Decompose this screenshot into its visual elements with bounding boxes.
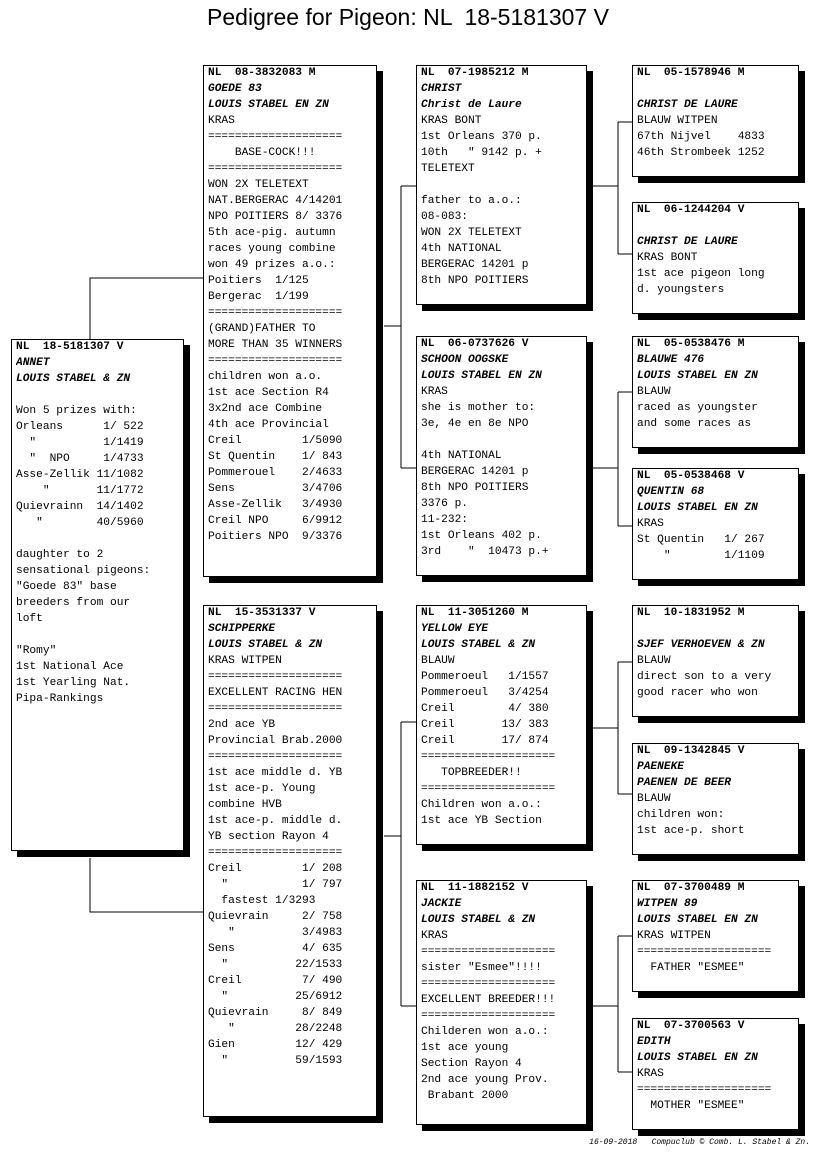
card-text-line: [421, 432, 582, 448]
card-text-line: Creil 13/ 383: [421, 719, 549, 731]
card-text-line: Won 5 prizes with:: [16, 405, 137, 417]
card-text-line: Poitiers 1/125: [208, 275, 309, 287]
card-text-line: " 11/1772: [16, 485, 144, 497]
card-text-line: Asse-Zellik 3/4930: [208, 499, 343, 511]
card-text-line: [16, 627, 179, 643]
card-text-line: she is mother to:: [421, 402, 536, 414]
ring-number: NL 05-1578946 M: [637, 67, 745, 79]
card-text-line: "Romy": [16, 645, 57, 657]
page-title: Pedigree for Pigeon: NL 18-5181307 V: [207, 4, 609, 30]
card-text-line: 1st Orleans 402 p.: [421, 530, 542, 542]
card-text-line: [637, 621, 794, 637]
pigeon-name-line: YELLOW EYE: [421, 623, 489, 635]
card-text-line: Brabant 2000: [421, 1090, 509, 1102]
card-text-line: 8th NPO POITIERS: [421, 482, 529, 494]
card-text-line: 46th Strombeek 1252: [637, 147, 765, 159]
card-text-line: " 22/1533: [208, 959, 343, 971]
card-text-line: FATHER "ESMEE": [637, 962, 745, 974]
card-text-line: BERGERAC 14201 p: [421, 259, 529, 271]
card-text-line: 4th NATIONAL: [421, 243, 502, 255]
card-text-line: 5th ace-pig. autumn: [208, 227, 336, 239]
card-text-line: St Quentin 1/ 267: [637, 534, 765, 546]
card-text-line: Orleans 1/ 522: [16, 421, 144, 433]
card-text-line: 1st ace YB Section: [421, 815, 542, 827]
card-text-line: BLAUW: [637, 655, 671, 667]
pigeon-name-line: EDITH: [637, 1036, 671, 1048]
pigeon-name-line: CHRIST DE LAURE: [637, 99, 738, 111]
pigeon-name-line: LOUIS STABEL & ZN: [208, 639, 323, 651]
card-text-line: BASE-COCK!!!: [208, 147, 316, 159]
card-text-line: 4th NATIONAL: [421, 450, 502, 462]
card-text-line: KRAS: [421, 930, 448, 942]
ring-number: NL 05-0538476 M: [637, 338, 745, 350]
pigeon-name-line: LOUIS STABEL & ZN: [421, 639, 536, 651]
card-text-line: and some races as: [637, 418, 752, 430]
card-text-line: ====================: [208, 307, 343, 319]
card-text-line: Creil NPO 6/9912: [208, 515, 343, 527]
card-text-line: Pommeroeul 1/1557: [421, 671, 549, 683]
pigeon-name-line: SCHIPPERKE: [208, 623, 276, 635]
card-text-line: KRAS: [421, 386, 448, 398]
card-text-line: daughter to 2: [16, 549, 104, 561]
card-text-line: Quievrain 8/ 849: [208, 1007, 343, 1019]
card-text-line: 1st ace-p. Young: [208, 783, 316, 795]
card-text-line: direct son to a very: [637, 671, 772, 683]
ring-number: NL 07-3700563 V: [637, 1020, 745, 1032]
card-text-line: [16, 531, 179, 547]
card-text-line: 4th ace Provincial: [208, 419, 329, 431]
card-text-line: 1st ace-p. short: [637, 825, 745, 837]
card-text-line: 10th " 9142 p. +: [421, 147, 542, 159]
pedigree-card-mmm: [632, 1018, 799, 1130]
pedigree-card-fm: [416, 336, 587, 576]
pedigree-card-subject: [11, 339, 184, 851]
card-text-line: KRAS WITPEN: [208, 655, 282, 667]
pigeon-name-line: LOUIS STABEL EN ZN: [637, 370, 758, 382]
card-text-line: children won:: [637, 809, 725, 821]
ring-number: NL 15-3531337 V: [208, 607, 316, 619]
card-text-line: [16, 387, 179, 403]
card-text-line: Asse-Zellik 11/1082: [16, 469, 144, 481]
card-text-line: won 49 prizes a.o.:: [208, 259, 336, 271]
pigeon-name-line: PAENEKE: [637, 761, 684, 773]
card-text-line: ====================: [208, 847, 343, 859]
pigeon-name-line: CHRIST DE LAURE: [637, 236, 738, 248]
pedigree-card-fmf: [632, 336, 799, 448]
card-text-line: Quievrainn 14/1402: [16, 501, 144, 513]
pigeon-name-line: LOUIS STABEL EN ZN: [637, 914, 758, 926]
card-text-line: KRAS: [208, 115, 235, 127]
card-text-line: Poitiers NPO 9/3376: [208, 531, 343, 543]
card-text-line: [637, 218, 794, 234]
card-text-line: 1st ace middle d. YB: [208, 767, 343, 779]
pigeon-name-line: SJEF VERHOEVEN & ZN: [637, 639, 765, 651]
card-text-line: BLAUW WITPEN: [637, 115, 718, 127]
ring-number: NL 18-5181307 V: [16, 341, 124, 353]
card-text-line: [421, 177, 582, 193]
card-text-line: MOTHER "ESMEE": [637, 1100, 745, 1112]
ring-number: NL 09-1342845 V: [637, 745, 745, 757]
card-text-line: 11-232:: [421, 514, 468, 526]
pigeon-name-line: LOUIS STABEL EN ZN: [637, 1052, 758, 1064]
card-text-line: (GRAND)FATHER TO: [208, 323, 316, 335]
card-text-line: ====================: [208, 163, 343, 175]
pedigree-card-mfm: [632, 743, 799, 855]
pigeon-name-line: LOUIS STABEL EN ZN: [208, 99, 329, 111]
pigeon-name-line: LOUIS STABEL & ZN: [16, 373, 131, 385]
card-text-line: 3x2nd ace Combine: [208, 403, 323, 415]
card-text-line: Creil 1/ 208: [208, 863, 343, 875]
card-text-line: 8th NPO POITIERS: [421, 275, 529, 287]
card-text-line: 2nd ace young Prov.: [421, 1074, 549, 1086]
pigeon-name-line: WITPEN 89: [637, 898, 698, 910]
card-text-line: raced as youngster: [637, 402, 758, 414]
pigeon-name-line: QUENTIN 68: [637, 486, 705, 498]
ring-number: NL 08-3832083 M: [208, 67, 316, 79]
card-text-line: ====================: [208, 751, 343, 763]
card-text-line: ====================: [208, 131, 343, 143]
card-text-line: " 40/5960: [16, 517, 144, 529]
card-text-line: ====================: [421, 946, 556, 958]
ring-number: NL 10-1831952 M: [637, 607, 745, 619]
ring-number: NL 11-1882152 V: [421, 882, 529, 894]
pigeon-name-line: Christ de Laure: [421, 99, 522, 111]
pigeon-name-line: SCHOON OOGSKE: [421, 354, 509, 366]
card-text-line: ====================: [637, 946, 772, 958]
card-text-line: TELETEXT: [421, 163, 475, 175]
card-text-line: Pipa-Rankings: [16, 693, 104, 705]
card-text-line: 1st Orleans 370 p.: [421, 131, 542, 143]
pigeon-name-line: LOUIS STABEL & ZN: [421, 914, 536, 926]
card-text-line: " NPO 1/4733: [16, 453, 144, 465]
pigeon-name-line: PAENEN DE BEER: [637, 777, 731, 789]
card-text-line: 2nd ace YB: [208, 719, 276, 731]
card-text-line: BLAUW: [421, 655, 455, 667]
card-text-line: 1st ace-p. middle d.: [208, 815, 343, 827]
card-text-line: Gien 12/ 429: [208, 1039, 343, 1051]
card-text-line: WON 2X TELETEXT: [208, 179, 309, 191]
card-text-line: BLAUW: [637, 793, 671, 805]
card-text-line: Quievrain 2/ 758: [208, 911, 343, 923]
card-text-line: NPO POITIERS 8/ 3376: [208, 211, 343, 223]
card-text-line: 1st Yearling Nat.: [16, 677, 131, 689]
card-text-line: TOPBREEDER!!: [421, 767, 522, 779]
card-text-line: 67th Nijvel 4833: [637, 131, 765, 143]
card-text-line: Sens 4/ 635: [208, 943, 343, 955]
card-text-line: " 1/1109: [637, 550, 765, 562]
card-text-line: races young combine: [208, 243, 336, 255]
ring-number: NL 11-3051260 M: [421, 607, 529, 619]
card-text-line: MORE THAN 35 WINNERS: [208, 339, 343, 351]
card-text-line: "Goede 83" base: [16, 581, 117, 593]
card-text-line: EXCELLENT RACING HEN: [208, 687, 343, 699]
card-text-line: ====================: [421, 751, 556, 763]
pedigree-card-mff: [632, 605, 799, 717]
pedigree-card-father: [203, 65, 377, 577]
ring-number: NL 06-0737626 V: [421, 338, 529, 350]
card-text-line: BLAUW: [637, 386, 671, 398]
card-text-line: 3rd " 10473 p.+: [421, 546, 549, 558]
pigeon-name-line: GOEDE 83: [208, 83, 262, 95]
pedigree-card-mf: [416, 605, 587, 845]
card-text-line: 1st National Ace: [16, 661, 124, 673]
card-text-line: " 1/1419: [16, 437, 144, 449]
card-text-line: children won a.o.: [208, 371, 323, 383]
card-text-line: KRAS: [637, 518, 664, 530]
card-text-line: 1st ace pigeon long: [637, 268, 765, 280]
card-text-line: Sens 3/4706: [208, 483, 343, 495]
card-text-line: WON 2X TELETEXT: [421, 227, 522, 239]
card-text-line: Creil 17/ 874: [421, 735, 549, 747]
card-text-line: 3e, 4e en 8e NPO: [421, 418, 529, 430]
card-text-line: father to a.o.:: [421, 195, 522, 207]
card-text-line: BERGERAC 14201 p: [421, 466, 529, 478]
card-text-line: 3376 p.: [421, 498, 468, 510]
connector-subject-mother: [90, 858, 204, 912]
pedigree-card-mother: [203, 605, 377, 1117]
ring-number: NL 05-0538468 V: [637, 470, 745, 482]
card-text-line: sensational pigeons:: [16, 565, 151, 577]
card-text-line: 1st ace Section R4: [208, 387, 329, 399]
pigeon-name-line: LOUIS STABEL EN ZN: [637, 502, 758, 514]
card-text-line: Pommerouel 2/4633: [208, 467, 343, 479]
pigeon-name-line: LOUIS STABEL EN ZN: [421, 370, 542, 382]
footer-credit: 16-09-2018 Compuclub © Comb. L. Stabel & Zn.: [589, 1138, 810, 1147]
card-text-line: fastest 1/3293: [208, 895, 316, 907]
card-text-line: KRAS BONT: [421, 115, 482, 127]
card-text-line: ====================: [208, 671, 343, 683]
card-text-line: Children won a.o.:: [421, 799, 542, 811]
card-text-line: 08-083:: [421, 211, 468, 223]
card-text-line: Pommeroeul 3/4254: [421, 687, 549, 699]
ring-number: NL 07-3700489 M: [637, 882, 745, 894]
ring-number: NL 07-1985212 M: [421, 67, 529, 79]
pedigree-card-ffm: [632, 202, 799, 314]
card-text-line: d. youngsters: [637, 284, 725, 296]
pigeon-name-line: ANNET: [16, 357, 50, 369]
card-text-line: EXCELLENT BREEDER!!!: [421, 994, 556, 1006]
pedigree-card-mmf: [632, 880, 799, 992]
card-text-line: KRAS: [637, 1068, 664, 1080]
ring-number: NL 06-1244204 V: [637, 204, 745, 216]
card-text-line: combine HVB: [208, 799, 282, 811]
card-text-line: ====================: [208, 703, 343, 715]
pigeon-name-line: JACKIE: [421, 898, 462, 910]
pedigree-card-fff: [632, 65, 799, 177]
card-text-line: Creil 1/5090: [208, 435, 343, 447]
card-text-line: Provincial Brab.2000: [208, 735, 343, 747]
card-text-line: ====================: [421, 783, 556, 795]
card-text-line: KRAS WITPEN: [637, 930, 711, 942]
pedigree-card-mm: [416, 880, 587, 1125]
card-text-line: " 1/ 797: [208, 879, 343, 891]
card-text-line: St Quentin 1/ 843: [208, 451, 343, 463]
card-text-line: YB section Rayon 4: [208, 831, 329, 843]
card-text-line: NAT.BERGERAC 4/14201: [208, 195, 343, 207]
card-text-line: Bergerac 1/199: [208, 291, 309, 303]
card-text-line: 1st ace young: [421, 1042, 509, 1054]
connector-subject-father: [90, 278, 204, 340]
card-text-line: Childeren won a.o.:: [421, 1026, 549, 1038]
card-text-line: Creil 7/ 490: [208, 975, 343, 987]
pedigree-card-fmm: [632, 468, 799, 580]
card-text-line: " 25/6912: [208, 991, 343, 1003]
card-text-line: ====================: [421, 978, 556, 990]
card-text-line: [637, 81, 794, 97]
card-text-line: " 3/4983: [208, 927, 343, 939]
card-text-line: loft: [16, 613, 43, 625]
card-text-line: ====================: [637, 1084, 772, 1096]
card-text-line: ====================: [421, 1010, 556, 1022]
card-text-line: Creil 4/ 380: [421, 703, 549, 715]
card-text-line: ====================: [208, 355, 343, 367]
card-text-line: KRAS BONT: [637, 252, 698, 264]
card-text-line: good racer who won: [637, 687, 758, 699]
pigeon-name-line: BLAUWE 476: [637, 354, 705, 366]
card-text-line: sister "Esmee"!!!!: [421, 962, 542, 974]
card-text-line: Section Rayon 4: [421, 1058, 522, 1070]
pedigree-card-ff: [416, 65, 587, 305]
card-text-line: " 28/2248: [208, 1023, 343, 1035]
card-text-line: breeders from our: [16, 597, 131, 609]
card-text-line: " 59/1593: [208, 1055, 343, 1067]
pigeon-name-line: CHRIST: [421, 83, 462, 95]
